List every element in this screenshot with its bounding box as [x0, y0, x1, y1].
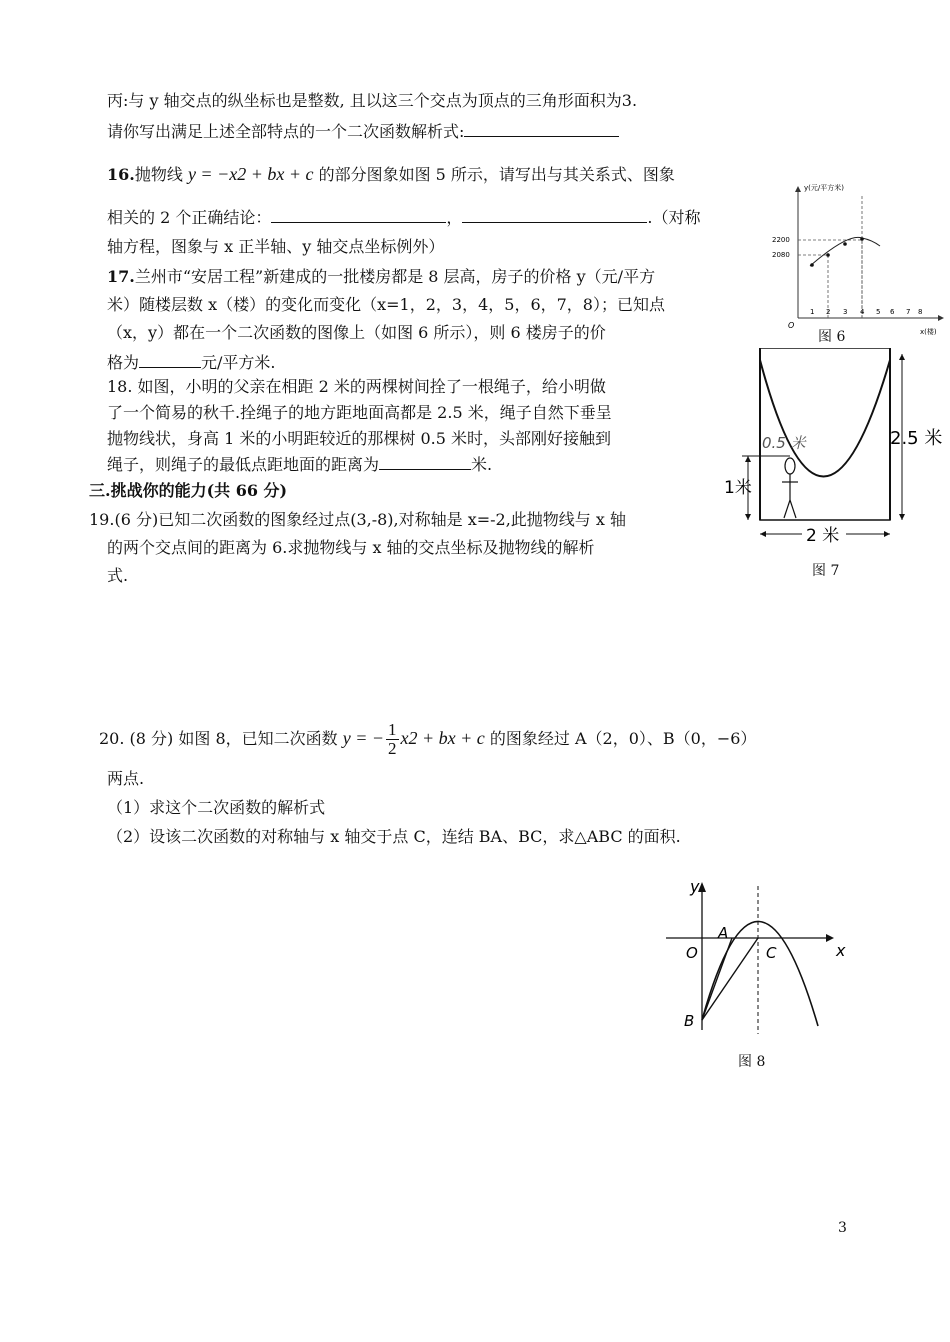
- fig6-xtick-8: 8: [918, 308, 923, 316]
- p17-number: 17.: [107, 267, 135, 286]
- fig6-xtick-4: 4: [860, 308, 865, 316]
- fig6-y-arrow: [795, 186, 801, 192]
- p20-pre: 20. (8 分) 如图 8，已知二次函数: [99, 729, 343, 748]
- p18-line1: 18. 如图，小明的父亲在相距 2 米的两棵树间拴了一根绳子，给小明做: [107, 377, 606, 396]
- p20-frac-den: 2: [388, 739, 397, 758]
- p20-question-1: （1）求这个二次函数的解析式: [107, 798, 326, 817]
- p16-line2-sep: ，: [446, 208, 463, 227]
- fig7-boy-head: [785, 458, 795, 474]
- p16-line2: [107, 206, 700, 229]
- fig8-segment-BC: [702, 938, 758, 1020]
- fig7-width-label: 2 米: [806, 526, 840, 546]
- p16-blank-1[interactable]: [271, 206, 446, 223]
- fig6-xtick-6: 6: [890, 308, 895, 316]
- p16-blank-2[interactable]: [462, 206, 647, 223]
- fig6-x-ticks: [810, 308, 922, 316]
- p18-line3: 抛物线状，身高 1 米的小明距较近的那棵树 0.5 米时，头部刚好接触到: [107, 429, 611, 448]
- fig7-width-arrow-right: [884, 531, 890, 537]
- fig6-caption: 图 6: [818, 329, 846, 345]
- p16-line1: [107, 163, 675, 186]
- p20-formula-lhs: y = −: [342, 728, 385, 748]
- fig7-caption: 图 7: [812, 563, 840, 579]
- p16-line2-pre: 相关的 2 个正确结论：: [107, 208, 272, 227]
- p16-line2-post: .（对称: [647, 208, 701, 227]
- p20-frac-num: 1: [388, 720, 397, 739]
- p20-line2: 两点.: [107, 769, 145, 788]
- figure-7: [722, 348, 944, 553]
- p18-line4: [107, 453, 492, 476]
- fig6-y-label: y(元/平方米): [804, 184, 844, 192]
- p17-answer-blank[interactable]: [139, 351, 201, 368]
- fig8-label-x: x: [836, 941, 846, 960]
- fig7-boy-leg-right: [790, 500, 796, 518]
- page-number: 3: [838, 1220, 847, 1236]
- p16-number: 16.: [107, 165, 135, 184]
- p17-line4: [107, 351, 276, 374]
- fig6-xtick-2: 2: [826, 308, 831, 316]
- fig6-xtick-5: 5: [876, 308, 881, 316]
- p17-line2: 米）随楼层数 x（楼）的变化而变化（x=1，2，3，4，5，6，7，8）；已知点: [107, 295, 665, 314]
- fig6-origin: O: [788, 321, 795, 330]
- p15-line2: [107, 120, 619, 143]
- fig7-boy-leg-left: [784, 500, 790, 518]
- p17-line4-post: 元/平方米.: [201, 353, 276, 372]
- figure-6: [770, 178, 945, 348]
- fig6-xtick-3: 3: [843, 308, 848, 316]
- fig6-ytick-2200: 2200: [772, 236, 790, 244]
- p20-line1: [99, 718, 756, 759]
- fig7-tree-arrow-top: [899, 354, 905, 360]
- fig6-xtick-7: 7: [906, 308, 911, 316]
- p18-line2: 了一个简易的秋千.拴绳子的地方距地面高都是 2.5 米，绳子自然下垂呈: [107, 403, 612, 422]
- fig8-label-y: y: [690, 878, 700, 896]
- figure-8: [660, 878, 860, 1048]
- fig8-label-O: O: [686, 944, 698, 962]
- p17-line3: （x，y）都在一个二次函数的图像上（如图 6 所示），则 6 楼房子的价: [107, 323, 606, 342]
- p20-question-2: （2）设该二次函数的对称轴与 x 轴交于点 C，连结 BA、BC，求△ABC 的面积.: [107, 827, 681, 846]
- p16-post: 的部分图象如图 5 所示，请写出与其关系式、图象: [313, 165, 675, 184]
- p19-line1: 19.(6 分)已知二次函数的图象经过点(3,-8),对称轴是 x=-2,此抛物线与 x 轴: [89, 510, 627, 529]
- fig6-point-1: [810, 263, 814, 267]
- fig7-width-arrow-left: [760, 531, 766, 537]
- fig6-xtick-1: 1: [810, 308, 815, 316]
- fig7-tree-label: 2.5 米: [890, 428, 943, 449]
- fig8-label-A: A: [718, 924, 729, 942]
- p18-line4-pre: 绳子，则绳子的最低点距地面的距离为: [107, 455, 380, 474]
- p16-pre: 抛物线: [134, 165, 188, 184]
- p15-line2-text: 请你写出满足上述全部特点的一个二次函数解析式:: [107, 122, 465, 141]
- p16-line3: 轴方程，图象与 x 正半轴、y 轴交点坐标例外）: [107, 237, 445, 256]
- p18-line4-post: 米.: [471, 455, 493, 474]
- fig6-point-3: [843, 242, 847, 246]
- fig7-height-arrow-bottom: [745, 514, 751, 520]
- p17-line4-pre: 格为: [107, 353, 140, 372]
- fig6-point-4: [860, 237, 864, 241]
- fig7-rope-parabola: [760, 360, 890, 477]
- fig7-tree-arrow-bottom: [899, 514, 905, 520]
- p18-answer-blank[interactable]: [379, 453, 471, 470]
- fig6-ytick-2080: 2080: [772, 251, 790, 259]
- p20-fraction: [386, 721, 399, 758]
- p15-line1: 丙:与 y 轴交点的纵坐标也是整数, 且以这三个交点为顶点的三角形面积为3.: [107, 91, 638, 110]
- p20-formula-rhs: x2 + bx + c: [400, 728, 485, 748]
- fig7-height-label: 1米: [724, 478, 752, 498]
- fig7-half-label: 0.5 米: [762, 434, 806, 452]
- fig6-point-2: [826, 253, 830, 257]
- p15-answer-blank[interactable]: [464, 120, 619, 137]
- p19-line3: 式.: [107, 566, 129, 585]
- fig8-x-arrow: [826, 934, 834, 942]
- fig6-curve: [810, 237, 880, 266]
- p16-formula: y = −x2 + bx + c: [187, 164, 314, 184]
- fig6-x-arrow: [938, 315, 944, 321]
- p20-post: 的图象经过 A（2，0）、B（0，−6）: [484, 729, 757, 748]
- fig8-label-B: B: [684, 1012, 695, 1030]
- fig7-height-arrow-top: [745, 456, 751, 462]
- fig8-caption: 图 8: [738, 1054, 766, 1070]
- section3-title: 三.挑战你的能力(共 66 分): [89, 481, 288, 500]
- p17-line1-text: 兰州市“安居工程”新建成的一批楼房都是 8 层高，房子的价格 y（元/平方: [134, 267, 656, 286]
- fig8-segment-BA: [702, 938, 732, 1020]
- fig8-label-C: C: [766, 944, 777, 962]
- p17-line1: [107, 266, 655, 288]
- p19-line2: 的两个交点间的距离为 6.求抛物线与 x 轴的交点坐标及抛物线的解析: [107, 538, 595, 557]
- fig6-x-label: x(楼): [920, 328, 937, 336]
